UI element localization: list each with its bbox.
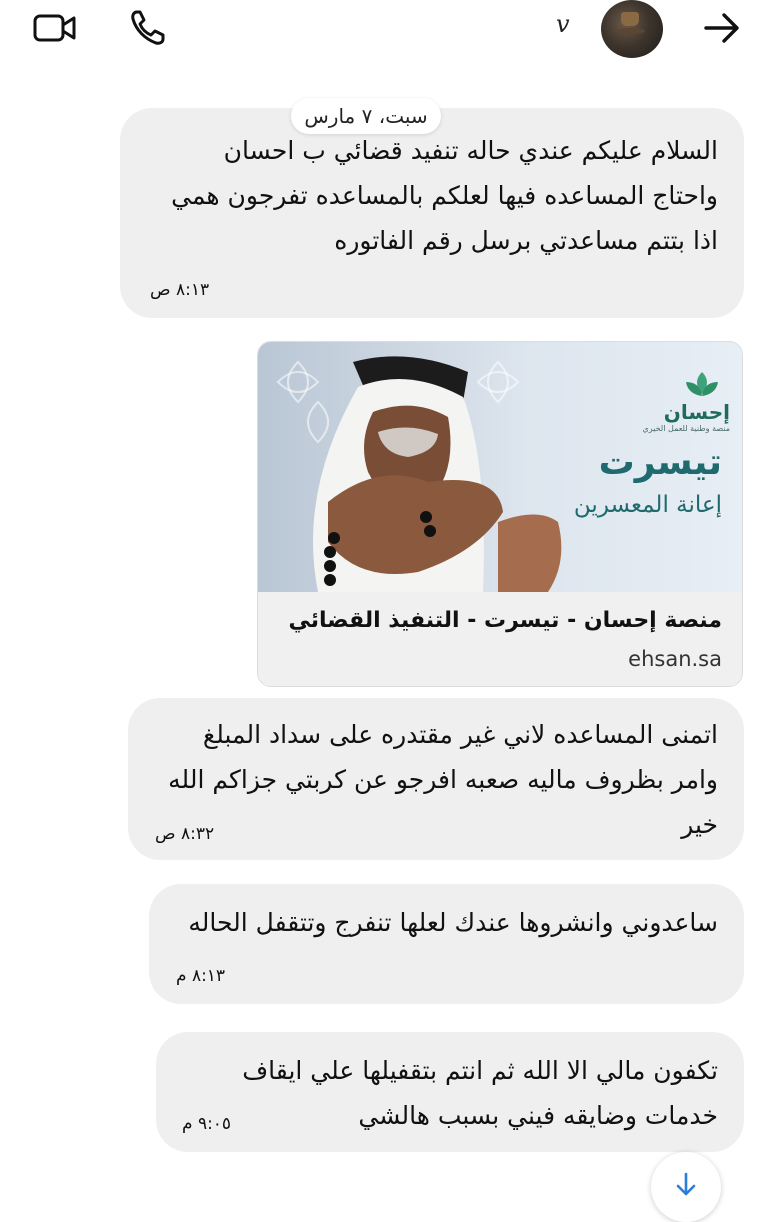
link-title: منصة إحسان - تيسرت - التنفيذ القضائي [288, 608, 722, 633]
logo-word: إحسان [663, 400, 730, 424]
link-domain: ehsan.sa [628, 647, 722, 671]
phone-call-icon[interactable] [128, 8, 168, 48]
logo-subtitle: منصة وطنية للعمل الخيري [642, 424, 730, 433]
message-time: ٨:١٣ م [176, 966, 226, 986]
link-preview-card[interactable] [257, 341, 743, 687]
preview-headline: تيسرت [598, 442, 722, 483]
avatar-cup-shape [621, 12, 639, 26]
message-bubble[interactable] [156, 1032, 744, 1152]
profile-avatar[interactable] [601, 0, 663, 58]
chat-header [0, 0, 761, 56]
link-preview-image [258, 342, 743, 592]
user-initial[interactable]: v [556, 10, 570, 38]
message-time: ٨:٣٢ ص [155, 824, 215, 844]
scroll-to-bottom-button[interactable] [651, 1152, 721, 1222]
message-text: ساعدوني وانشروها عندك لعلها تنفرج وتتقفل الحاله [188, 908, 718, 937]
message-time: ٩:٠٥ م [182, 1114, 232, 1134]
avatar-saucer-shape [615, 28, 645, 34]
message-bubble[interactable] [149, 884, 744, 1004]
message-bubble[interactable] [120, 108, 744, 318]
link-preview-meta [258, 592, 743, 687]
arrow-right-icon[interactable] [702, 10, 742, 46]
message-text: السلام عليكم عندي حاله تنفيد قضائي ب احسان واحتاج المساعده فيها لعلكم بالمساعده تفرجون همي اذا بتتم مساعدتي برسل رقم الفاتوره [171, 136, 718, 255]
arrow-down-icon [675, 1172, 697, 1198]
preview-subheadline: إعانة المعسرين [573, 492, 722, 518]
message-text: تكفون مالي الا الله ثم انتم بتقفيلها علي ايقاف خدمات وضايقه فيني بسبب هالشي [242, 1056, 718, 1130]
message-text: اتمنى المساعده لاني غير مقتدره على سداد المبلغ وامر بظروف ماليه صعبه افرجو عن كربتي جزاكم الله خير [168, 720, 718, 839]
message-bubble[interactable] [128, 698, 744, 860]
video-call-icon[interactable] [33, 12, 77, 44]
message-time: ٨:١٣ ص [150, 280, 210, 300]
date-separator: سبت، ٧ مارس [291, 98, 441, 134]
